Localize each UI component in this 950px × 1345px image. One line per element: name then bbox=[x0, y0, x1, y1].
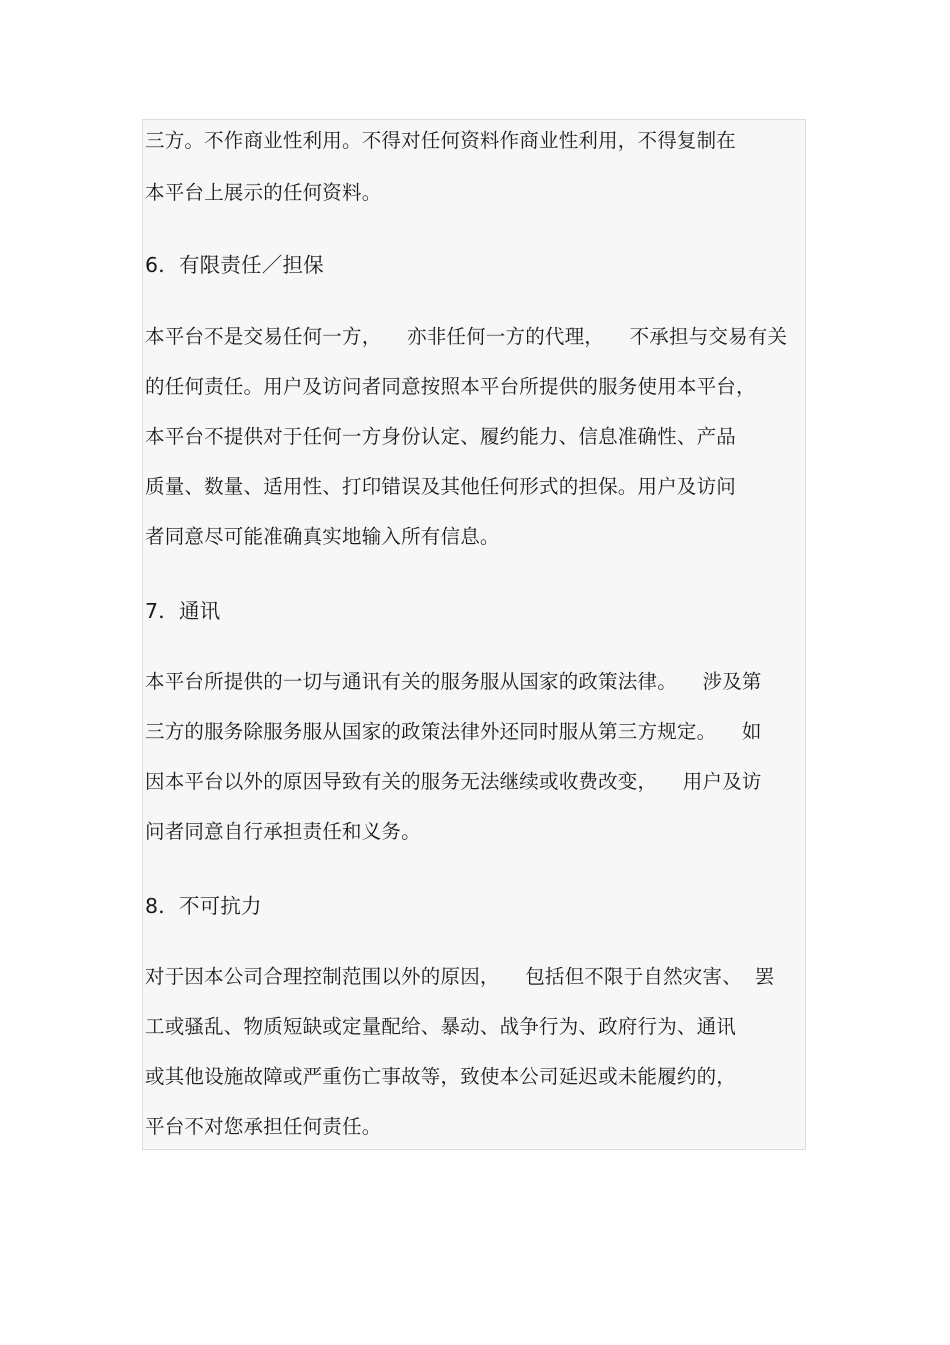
paragraph-line: 本平台上展示的任何资料。 bbox=[145, 181, 382, 204]
paragraph-line: 者同意尽可能准确真实地输入所有信息。 bbox=[145, 525, 500, 548]
paragraph-line: 三方。不作商业性利用。不得对任何资料作商业性利用，不得复制在 bbox=[145, 129, 737, 152]
paragraph-line: 的任何责任。用户及访问者同意按照本平台所提供的服务使用本平台， bbox=[145, 375, 756, 398]
document-panel bbox=[142, 119, 806, 1150]
paragraph-line: 或其他设施故障或严重伤亡事故等，致使本公司延迟或未能履约的， bbox=[145, 1065, 737, 1088]
paragraph-line: 本平台所提供的一切与通讯有关的服务服从国家的政策法律。 涉及第 bbox=[145, 670, 762, 693]
paragraph-line: 本平台不提供对于任何一方身份认定、履约能力、信息准确性、产品 bbox=[145, 425, 737, 448]
paragraph-line: 质量、数量、适用性、打印错误及其他任何形式的担保。用户及访问 bbox=[145, 475, 737, 498]
paragraph-line: 本平台不是交易任何一方， 亦非任何一方的代理， 不承担与交易有关 bbox=[145, 325, 788, 348]
paragraph-line: 三方的服务除服务服从国家的政策法律外还同时服从第三方规定。 如 bbox=[145, 720, 762, 743]
section-heading-6: 6．有限责任／担保 bbox=[145, 253, 324, 277]
paragraph-line: 工或骚乱、物质短缺或定量配给、暴动、战争行为、政府行为、通讯 bbox=[145, 1015, 737, 1038]
paragraph-line: 对于因本公司合理控制范围以外的原因， 包括但不限于自然灾害、 罢 bbox=[145, 965, 775, 988]
section-heading-8: 8．不可抗力 bbox=[145, 894, 262, 918]
paragraph-line: 问者同意自行承担责任和义务。 bbox=[145, 820, 421, 843]
paragraph-line: 平台不对您承担任何责任。 bbox=[145, 1115, 382, 1138]
section-heading-7: 7．通讯 bbox=[145, 599, 221, 623]
paragraph-line: 因本平台以外的原因导致有关的服务无法继续或收费改变， 用户及访 bbox=[145, 770, 762, 793]
